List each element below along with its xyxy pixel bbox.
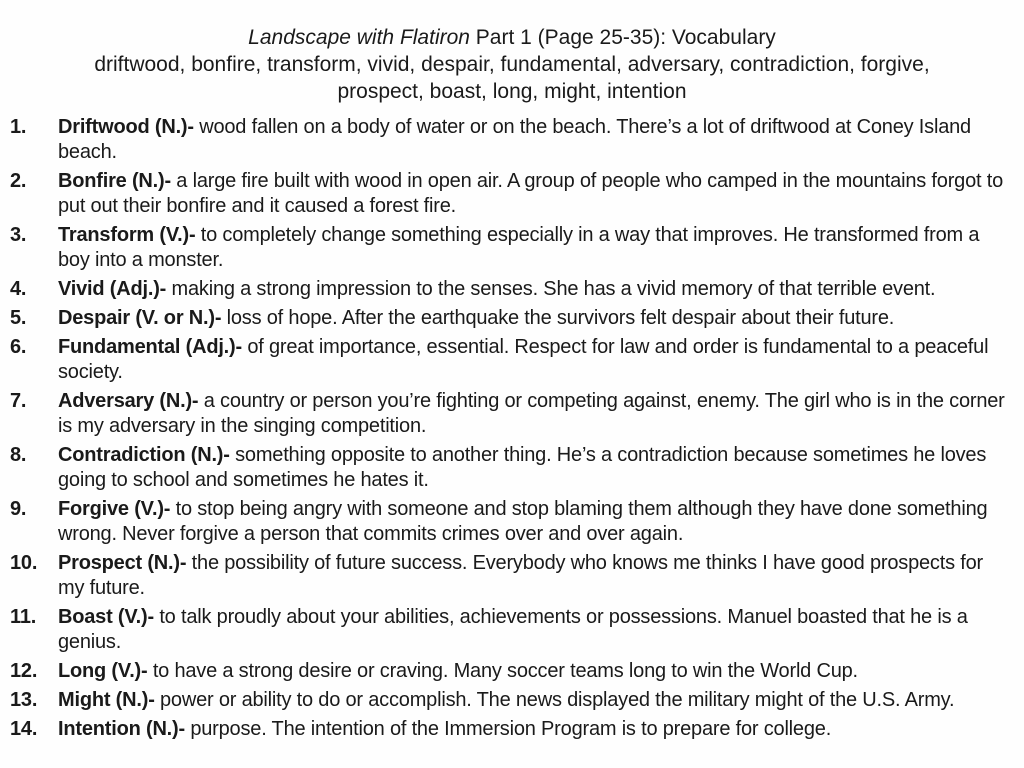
vocab-item — [0, 551, 1024, 601]
vocab-term: Forgive (V.)- — [58, 498, 171, 520]
vocab-item — [0, 277, 1024, 302]
item-text — [58, 335, 1024, 385]
word-list-line-1: driftwood, bonfire, transform, vivid, despair, fundamental, adversary, contradiction, forgive, — [94, 53, 930, 76]
vocab-definition: to talk proudly about your abilities, achievements or possessions. Manuel boasted that he is a genius. — [58, 606, 968, 653]
vocab-item — [0, 688, 1024, 713]
item-number: 13. — [10, 689, 38, 711]
vocab-definition: the possibility of future success. Everybody who knows me thinks I have good prospects for my future. — [58, 552, 983, 599]
item-number: 12. — [10, 660, 38, 682]
vocab-definition: a country or person you’re fighting or competing against, enemy. The girl who is in the corner is my adversary in the singing competition. — [58, 390, 1005, 437]
vocab-term: Might (N.)- — [58, 689, 155, 711]
item-number: 3. — [10, 224, 27, 246]
vocab-definition: something opposite to another thing. He’s a contradiction because sometimes he loves going to school and sometimes he hates it. — [58, 444, 987, 491]
title-block — [0, 24, 1024, 105]
vocab-item — [0, 717, 1024, 742]
item-number: 6. — [10, 336, 27, 358]
item-text — [58, 551, 1024, 601]
item-text — [58, 688, 1024, 713]
vocab-term: Transform (V.)- — [58, 224, 196, 246]
item-number: 2. — [10, 170, 27, 192]
vocab-item — [0, 115, 1024, 165]
item-number: 9. — [10, 498, 27, 520]
vocab-item — [0, 605, 1024, 655]
vocab-definition: a large fire built with wood in open air. A group of people who camped in the mountains forgot to put out their bonfire and it caused a forest fire. — [58, 170, 1003, 217]
item-number: 10. — [10, 552, 38, 574]
vocab-definition: to completely change something especially in a way that improves. He transformed from a boy into a monster. — [58, 224, 980, 271]
vocab-item — [0, 335, 1024, 385]
vocab-definition: wood fallen on a body of water or on the beach. There’s a lot of driftwood at Coney Island beach. — [58, 116, 971, 163]
vocab-definition: of great importance, essential. Respect for law and order is fundamental to a peaceful society. — [58, 336, 989, 383]
vocab-term: Prospect (N.)- — [58, 552, 187, 574]
vocab-item — [0, 659, 1024, 684]
vocab-item — [0, 389, 1024, 439]
vocab-item — [0, 169, 1024, 219]
vocab-definition: to stop being angry with someone and stop blaming them although they have done something wrong. Never forgive a person that commits crimes over and over again. — [58, 498, 988, 545]
vocab-term: Bonfire (N.)- — [58, 170, 171, 192]
item-number: 11. — [10, 606, 37, 628]
vocab-term: Intention (N.)- — [58, 718, 185, 740]
item-number: 5. — [10, 307, 27, 329]
vocab-definition: purpose. The intention of the Immersion Program is to prepare for college. — [184, 718, 832, 740]
vocab-term: Long (V.)- — [58, 660, 148, 682]
vocab-item — [0, 223, 1024, 273]
item-text — [58, 497, 1024, 547]
vocab-definition: power or ability to do or accomplish. The news displayed the military might of the U.S. Army. — [154, 689, 955, 711]
item-number: 7. — [10, 390, 27, 412]
vocab-item — [0, 306, 1024, 331]
item-number: 1. — [10, 116, 27, 138]
title-book-name: Landscape with Flatiron — [248, 26, 470, 49]
item-text — [58, 717, 1024, 742]
vocab-definition: loss of hope. After the earthquake the survivors felt despair about their future. — [221, 307, 895, 329]
item-text — [58, 605, 1024, 655]
word-list-line-2: prospect, boast, long, might, intention — [337, 80, 687, 103]
item-number: 4. — [10, 278, 27, 300]
title-rest: Part 1 (Page 25-35): Vocabulary — [469, 26, 776, 49]
item-text — [58, 443, 1024, 493]
vocab-term: Adversary (N.)- — [58, 390, 199, 412]
item-text — [58, 115, 1024, 165]
item-text — [58, 389, 1024, 439]
vocab-term: Contradiction (N.)- — [58, 444, 230, 466]
page-title — [0, 24, 1024, 51]
vocab-term: Despair (V. or N.)- — [58, 307, 222, 329]
item-text — [58, 659, 1024, 684]
item-text — [58, 169, 1024, 219]
item-number: 8. — [10, 444, 27, 466]
vocab-definition: to have a strong desire or craving. Many soccer teams long to win the World Cup. — [147, 660, 858, 682]
vocab-item — [0, 497, 1024, 547]
item-text — [58, 277, 1024, 302]
vocab-list — [0, 115, 1024, 742]
vocab-term: Fundamental (Adj.)- — [58, 336, 242, 358]
vocab-definition: making a strong impression to the senses. She has a vivid memory of that terrible event. — [166, 278, 936, 300]
item-number: 14. — [10, 718, 38, 740]
item-text — [58, 306, 1024, 331]
vocab-term: Boast (V.)- — [58, 606, 154, 628]
vocab-term: Driftwood (N.)- — [58, 116, 194, 138]
vocab-item — [0, 443, 1024, 493]
vocab-term: Vivid (Adj.)- — [58, 278, 167, 300]
item-text — [58, 223, 1024, 273]
